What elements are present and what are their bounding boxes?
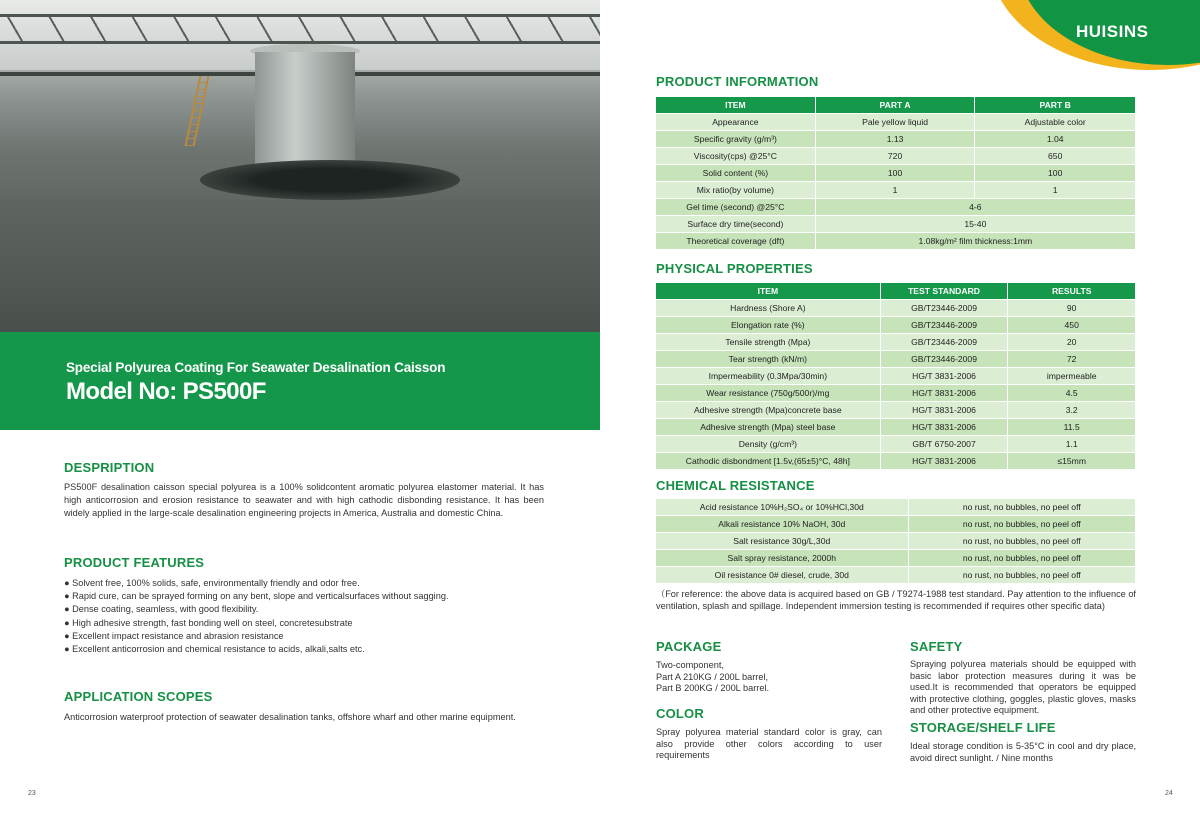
table-cell-merged: 1.08kg/m² film thickness:1mm	[815, 233, 1135, 250]
table-cell: 1.1	[1008, 436, 1136, 453]
title-band	[0, 332, 600, 430]
table-cell: Theoretical coverage (dft)	[656, 233, 816, 250]
table-header-cell: PART A	[815, 97, 975, 114]
package-heading: PACKAGE	[656, 639, 722, 654]
application-text: Anticorrosion waterproof protection of seawater desalination tanks, offshore wharf and other marine equipment.	[64, 712, 516, 722]
package-line: Two-component,	[656, 660, 724, 670]
table-row	[656, 148, 1136, 165]
features-list	[64, 577, 449, 656]
table-row	[656, 317, 1136, 334]
table-cell: Surface dry time(second)	[656, 216, 816, 233]
table-row	[656, 233, 1136, 250]
page-number-left: 23	[28, 790, 36, 797]
table-row	[656, 550, 1136, 567]
table-header-cell: RESULTS	[1008, 283, 1136, 300]
table-cell: 4.5	[1008, 385, 1136, 402]
table-cell: Appearance	[656, 114, 816, 131]
physical-table	[655, 282, 1136, 470]
table-cell: Elongation rate (%)	[656, 317, 881, 334]
table-header-cell: ITEM	[656, 283, 881, 300]
chemical-table	[655, 498, 1136, 584]
table-cell: 100	[975, 165, 1136, 182]
description-text: PS500F desalination caisson special polyurea is a 100% solidcontent aromatic polyurea elastomer material. It has high anticorrosion and erosion resistance to seawater and with high cathodic disbonding resistance. It has been widely applied in the large-scale desalination engineering projects in America, Australia and domestic China.	[64, 482, 544, 519]
table-cell: GB/T 6750-2007	[880, 436, 1008, 453]
table-row	[656, 199, 1136, 216]
feature-item: ● Dense coating, seamless, with good flexibility.	[64, 604, 259, 615]
table-cell: GB/T23446-2009	[880, 351, 1008, 368]
table-cell: 20	[1008, 334, 1136, 351]
table-cell: 1	[975, 182, 1136, 199]
safety-text: Spraying polyurea materials should be equipped with basic labor protection measures during it was be used.It is recommended that operators be equipped with protective clothing, goggles, plastic gloves, masks and other protective equipment.	[910, 659, 1136, 715]
table-cell: no rust, no bubbles, no peel off	[908, 516, 1135, 533]
table-header-cell: ITEM	[656, 97, 816, 114]
table-cell: Oil resistance 0# diesel, crude, 30d	[656, 567, 909, 584]
table-cell: Specific gravity (g/m³)	[656, 131, 816, 148]
table-cell: Alkali resistance 10% NaOH, 30d	[656, 516, 909, 533]
photo-pit	[200, 160, 460, 200]
table-row	[656, 114, 1136, 131]
package-line: Part B 200KG / 200L barrel.	[656, 683, 770, 693]
table-cell: no rust, no bubbles, no peel off	[908, 499, 1135, 516]
table-row	[656, 402, 1136, 419]
table-cell: Hardness (Shore A)	[656, 300, 881, 317]
table-row	[656, 453, 1136, 470]
table-cell: Acid resistance 10%H₂SO₄ or 10%HCl,30d	[656, 499, 909, 516]
table-row	[656, 516, 1136, 533]
chemical-heading: CHEMICAL RESISTANCE	[656, 478, 815, 493]
product-info-table	[655, 96, 1136, 250]
logo-text: HUISINS	[1076, 22, 1149, 41]
table-cell: 450	[1008, 317, 1136, 334]
table-header-cell: TEST STANDARD	[880, 283, 1008, 300]
photo-truss	[0, 14, 600, 44]
table-cell: ≤15mm	[1008, 453, 1136, 470]
brand-logo	[990, 0, 1200, 72]
feature-item: ● Excellent anticorrosion and chemical resistance to acids, alkali,salts etc.	[64, 644, 365, 655]
product-info-heading: PRODUCT INFORMATION	[656, 74, 819, 89]
table-row	[656, 567, 1136, 584]
photo-ladder	[185, 76, 210, 146]
table-cell: GB/T23446-2009	[880, 334, 1008, 351]
table-cell: GB/T23446-2009	[880, 317, 1008, 334]
table-cell-merged: 4-6	[815, 199, 1135, 216]
feature-item: ● Solvent free, 100% solids, safe, environmentally friendly and odor free.	[64, 578, 360, 588]
table-cell: 1.04	[975, 131, 1136, 148]
table-row	[656, 419, 1136, 436]
page-number-right: 24	[1165, 790, 1173, 797]
table-row	[656, 368, 1136, 385]
physical-heading: PHYSICAL PROPERTIES	[656, 261, 813, 276]
color-heading: COLOR	[656, 706, 704, 721]
description-heading: DESPRIPTION	[64, 460, 155, 475]
features-heading: PRODUCT FEATURES	[64, 555, 205, 570]
table-cell: Adhesive strength (Mpa)concrete base	[656, 402, 881, 419]
table-row	[656, 165, 1136, 182]
table-row	[656, 351, 1136, 368]
table-header-row	[656, 97, 1136, 114]
package-text	[656, 660, 886, 695]
table-cell: no rust, no bubbles, no peel off	[908, 550, 1135, 567]
table-cell: Salt spray resistance, 2000h	[656, 550, 909, 567]
storage-heading: STORAGE/SHELF LIFE	[910, 720, 1056, 735]
table-cell: no rust, no bubbles, no peel off	[908, 567, 1135, 584]
product-subtitle: Special Polyurea Coating For Seawater Desalination Caisson	[66, 360, 446, 375]
table-cell: Density (g/cm³)	[656, 436, 881, 453]
table-cell: Wear resistance (750g/500r)/mg	[656, 385, 881, 402]
table-row	[656, 216, 1136, 233]
table-row	[656, 499, 1136, 516]
table-cell: HG/T 3831-2006	[880, 402, 1008, 419]
table-cell: 3.2	[1008, 402, 1136, 419]
table-header-cell: PART B	[975, 97, 1136, 114]
table-cell: GB/T23446-2009	[880, 300, 1008, 317]
table-cell: no rust, no bubbles, no peel off	[908, 533, 1135, 550]
table-cell: 1	[815, 182, 975, 199]
table-cell: Cathodic disbondment [1.5v,(65±5)°C, 48h]	[656, 453, 881, 470]
table-cell: 72	[1008, 351, 1136, 368]
table-row	[656, 533, 1136, 550]
photo-floor	[0, 200, 600, 332]
table-cell: Viscosity(cps) @25°C	[656, 148, 816, 165]
table-row	[656, 334, 1136, 351]
table-cell: Adjustable color	[975, 114, 1136, 131]
table-cell: Tear strength (kN/m)	[656, 351, 881, 368]
table-cell: 11.5	[1008, 419, 1136, 436]
package-line: Part A 210KG / 200L barrel,	[656, 671, 769, 682]
table-cell: 650	[975, 148, 1136, 165]
storage-text: Ideal storage condition is 5-35°C in cool and dry place, avoid direct sunlight. / Nine months	[910, 741, 1136, 763]
table-cell: 720	[815, 148, 975, 165]
feature-item: ● High adhesive strength, fast bonding well on steel, concretesubstrate	[64, 617, 353, 628]
table-cell: Solid content (%)	[656, 165, 816, 182]
table-row	[656, 182, 1136, 199]
table-cell: Impermeability (0.3Mpa/30min)	[656, 368, 881, 385]
reference-note: （For reference: the above data is acquired based on GB / T9274-1988 test standard. Pay attention to the influence of ventilation, splash and spillage. Independent immersion testing is recommended if requires other specific data)	[656, 589, 1136, 611]
feature-item: ● Rapid cure, can be sprayed forming on any bent, slope and verticalsurfaces without sagging.	[64, 591, 449, 602]
table-cell: 1.13	[815, 131, 975, 148]
model-number: Model No: PS500F	[66, 378, 266, 405]
table-cell: Gel time (second) @25°C	[656, 199, 816, 216]
table-row	[656, 131, 1136, 148]
table-cell-merged: 15-40	[815, 216, 1135, 233]
application-heading: APPLICATION SCOPES	[64, 689, 213, 704]
table-cell: HG/T 3831-2006	[880, 419, 1008, 436]
table-cell: HG/T 3831-2006	[880, 385, 1008, 402]
table-header-row	[656, 283, 1136, 300]
table-cell: Mix ratio(by volume)	[656, 182, 816, 199]
table-cell: HG/T 3831-2006	[880, 453, 1008, 470]
table-cell: impermeable	[1008, 368, 1136, 385]
table-row	[656, 436, 1136, 453]
product-photo	[0, 0, 600, 332]
table-cell: Salt resistance 30g/L,30d	[656, 533, 909, 550]
table-cell: 90	[1008, 300, 1136, 317]
table-cell: Adhesive strength (Mpa) steel base	[656, 419, 881, 436]
table-cell: Pale yellow liquid	[815, 114, 975, 131]
safety-heading: SAFETY	[910, 639, 963, 654]
table-cell: Tensile strength (Mpa)	[656, 334, 881, 351]
feature-item: ● Excellent impact resistance and abrasion resistance	[64, 630, 284, 641]
table-row	[656, 385, 1136, 402]
color-text: Spray polyurea material standard color is gray, can also provide other colors according to user requirements	[656, 727, 882, 760]
table-cell: HG/T 3831-2006	[880, 368, 1008, 385]
table-row	[656, 300, 1136, 317]
table-cell: 100	[815, 165, 975, 182]
